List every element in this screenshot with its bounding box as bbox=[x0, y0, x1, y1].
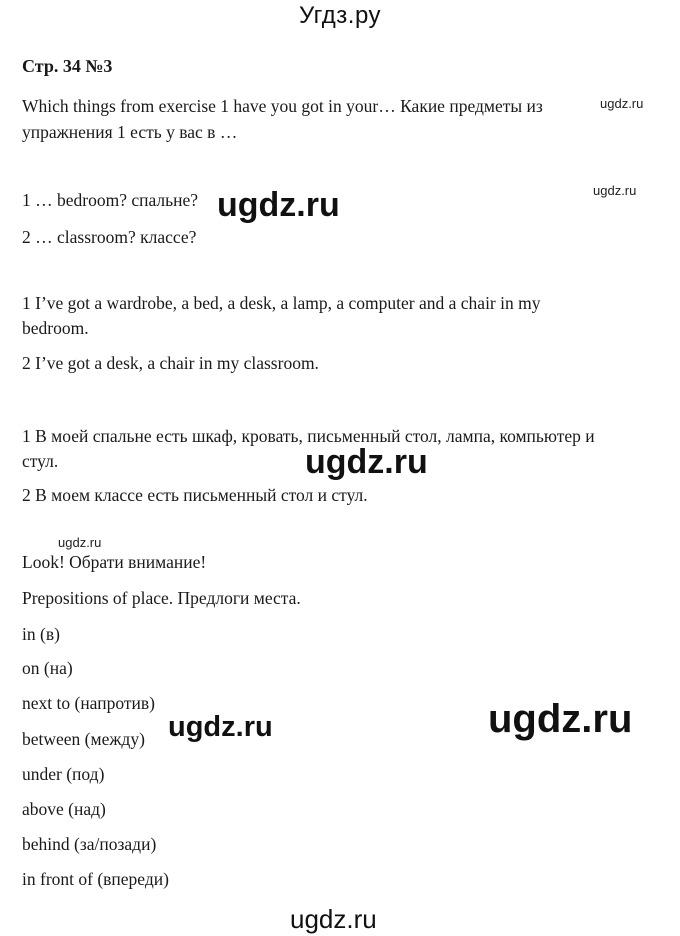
answer-en-1-line-1: 1 I’ve got a wardrobe, a bed, a desk, a lamp, a computer and a chair in my bbox=[22, 293, 541, 313]
preposition-item: in (в) bbox=[22, 624, 60, 644]
watermark: ugdz.ru bbox=[58, 535, 102, 550]
preposition-item: under (под) bbox=[22, 764, 105, 784]
question-1: 1 … bedroom? спальне? bbox=[22, 190, 199, 210]
preposition-item: above (над) bbox=[22, 799, 106, 819]
watermark: ugdz.ru bbox=[168, 711, 273, 743]
preposition-item: in front of (впереди) bbox=[22, 869, 169, 889]
answer-en-1-line-2: bedroom. bbox=[22, 318, 89, 338]
preposition-item: next to (напротив) bbox=[22, 693, 155, 713]
watermark: ugdz.ru bbox=[217, 186, 340, 224]
prepositions-title: Prepositions of place. Предлоги места. bbox=[22, 588, 301, 608]
watermark: ugdz.ru bbox=[488, 697, 633, 741]
watermark: ugdz.ru bbox=[305, 443, 428, 481]
look-note: Look! Обрати внимание! bbox=[22, 552, 207, 572]
preposition-item: on (на) bbox=[22, 658, 73, 678]
answer-ru-1-line-2: стул. bbox=[22, 451, 59, 471]
watermark: ugdz.ru bbox=[600, 96, 644, 111]
task-text-line-2: упражнения 1 есть у вас в … bbox=[22, 122, 238, 142]
answer-ru-2: 2 В моем классе есть письменный стол и стул. bbox=[22, 485, 368, 505]
preposition-item: between (между) bbox=[22, 729, 145, 749]
answer-ru-1-line-1: 1 В моей спальне есть шкаф, кровать, письменный стол, лампа, компьютер и bbox=[22, 426, 595, 446]
preposition-item: behind (за/позади) bbox=[22, 834, 157, 854]
task-text-line-1: Which things from exercise 1 have you got in your… Какие предметы из bbox=[22, 96, 543, 116]
answer-en-2: 2 I’ve got a desk, a chair in my classroom. bbox=[22, 353, 319, 373]
exercise-heading: Стр. 34 №3 bbox=[22, 56, 113, 76]
question-2: 2 … classroom? классе? bbox=[22, 227, 197, 247]
watermark: ugdz.ru bbox=[290, 904, 377, 934]
watermark: ugdz.ru bbox=[593, 183, 637, 198]
site-title: Угдз.ру bbox=[298, 2, 382, 29]
